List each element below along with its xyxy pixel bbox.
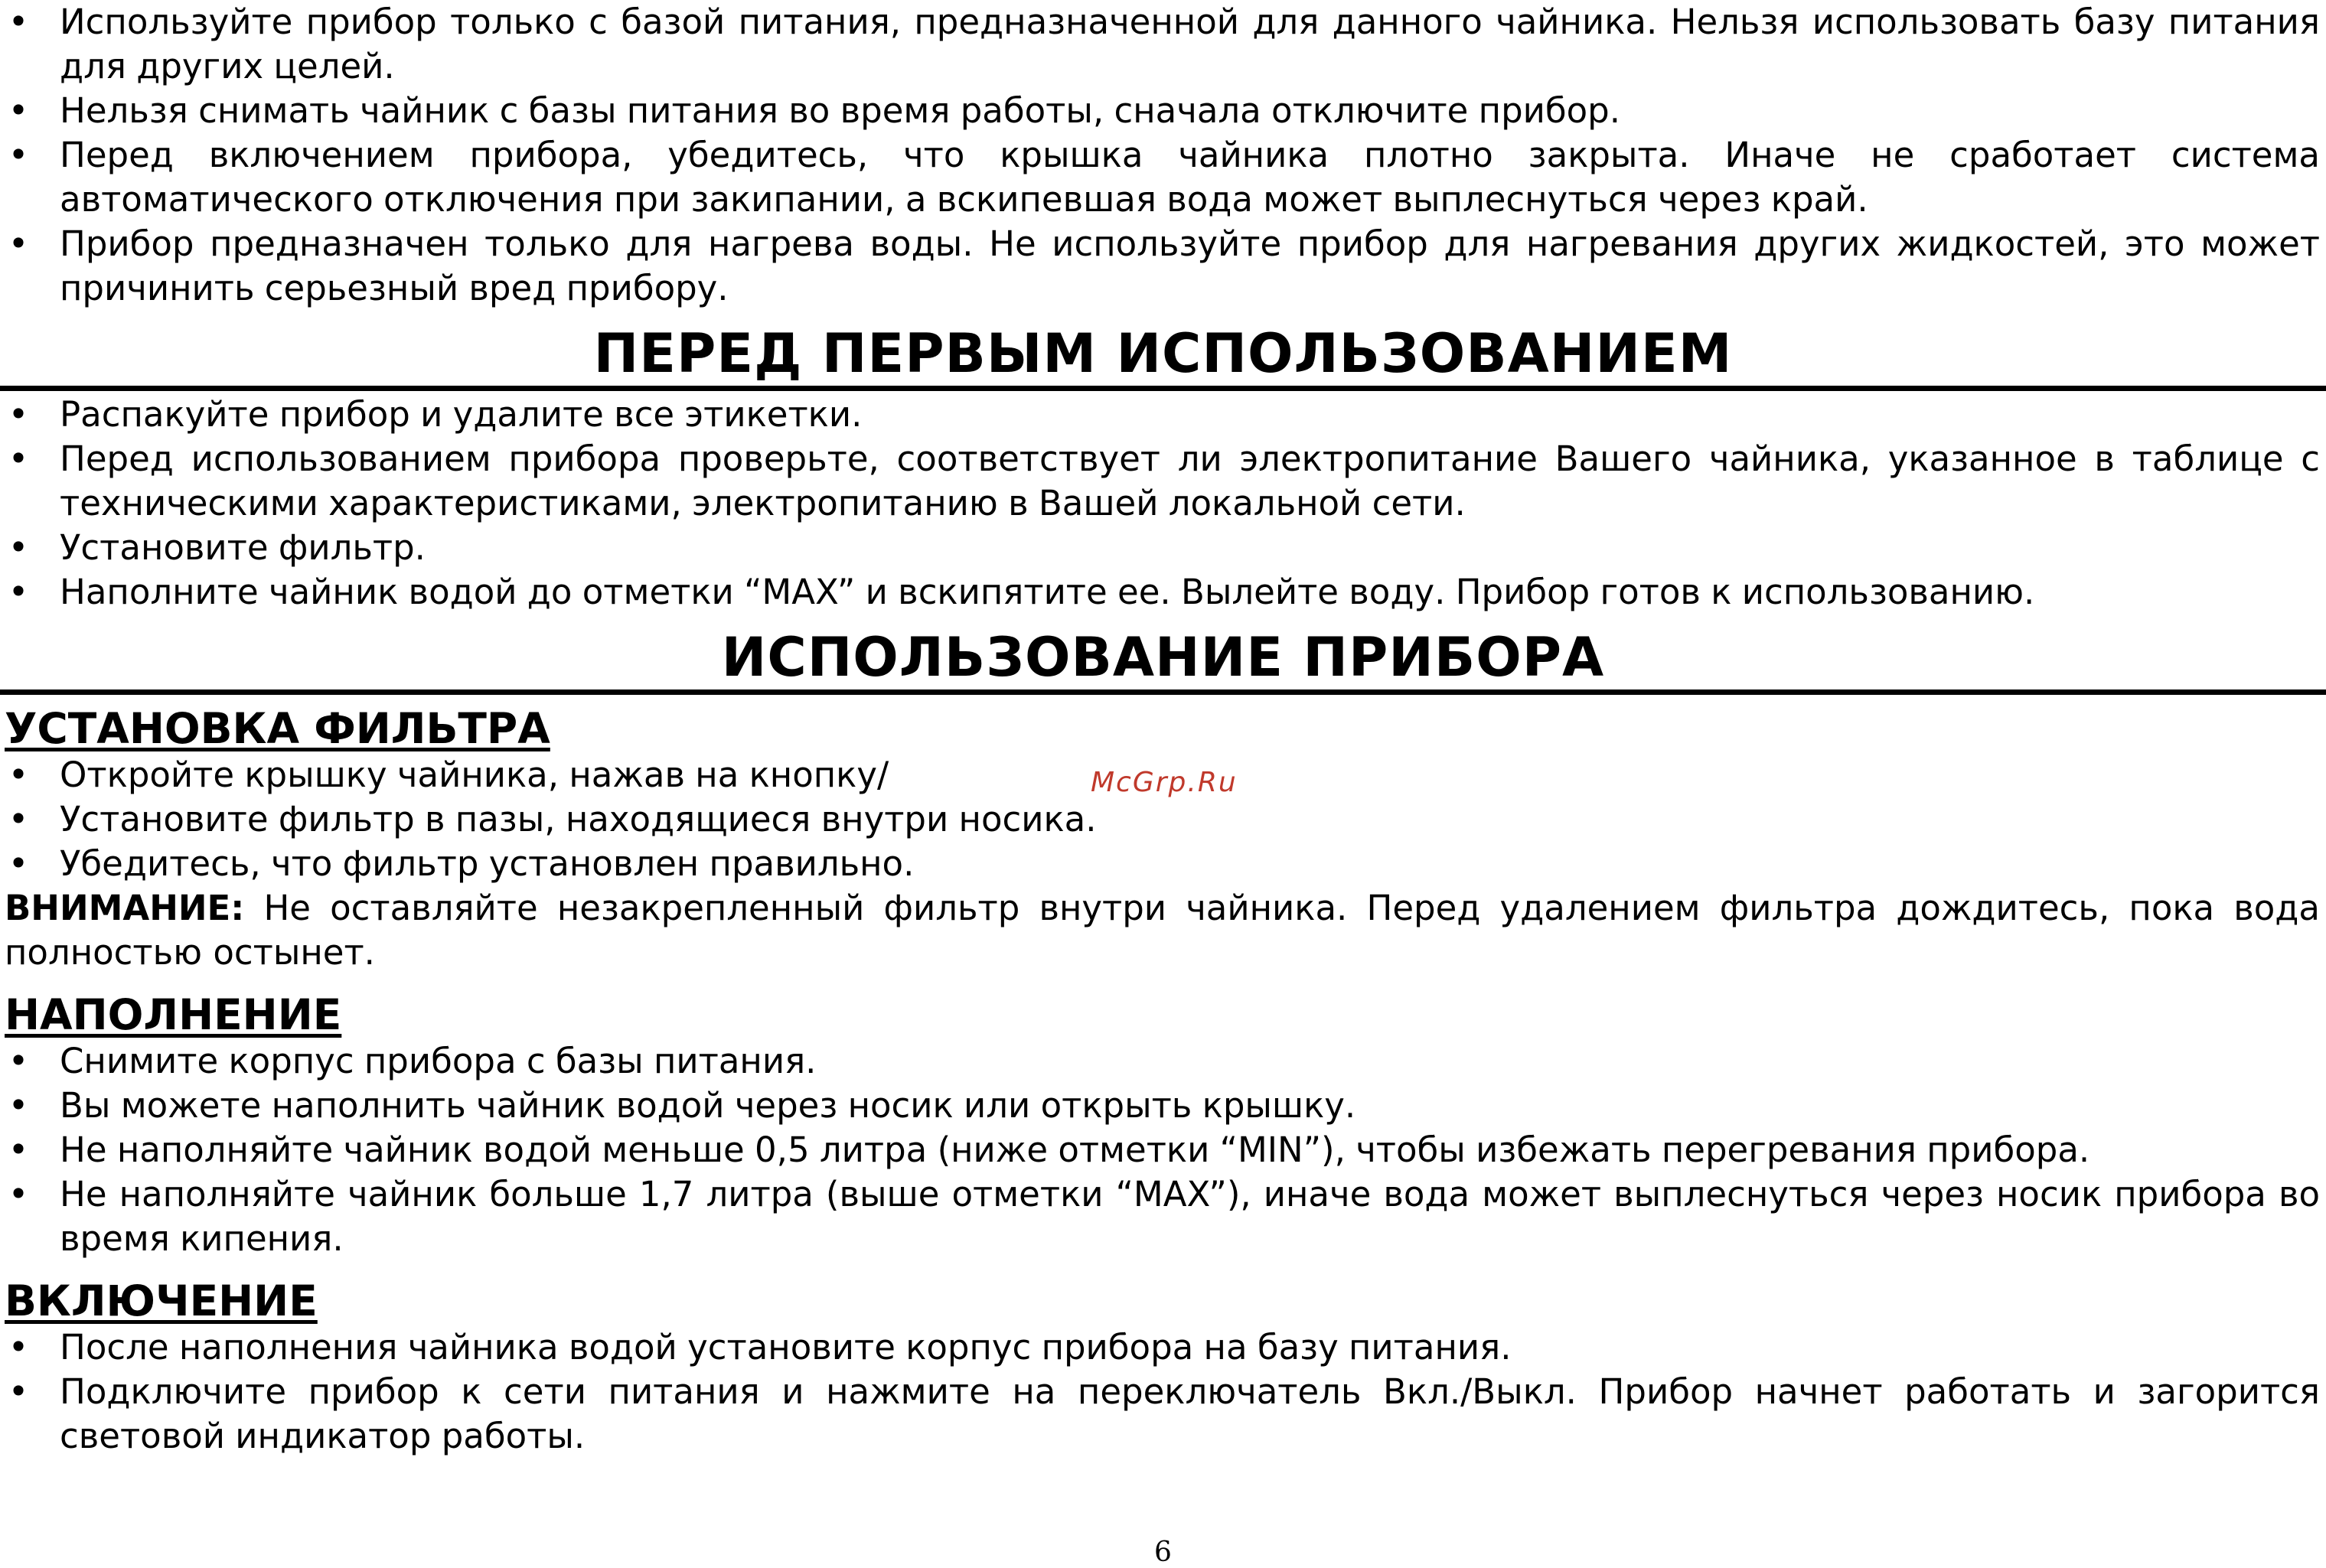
list-item-text: Убедитесь, что фильтр установлен правильно.	[60, 843, 915, 884]
list-item	[0, 1172, 2326, 1261]
list-item	[0, 842, 2326, 886]
bullet-icon: •	[8, 394, 29, 435]
list-item	[0, 222, 2326, 311]
list-item-text: После наполнения чайника водой установите корпус прибора на базу питания.	[60, 1327, 1512, 1368]
list-item-text: Распакуйте прибор и удалите все этикетки.	[60, 394, 863, 435]
list-item-text: Установите фильтр в пазы, находящиеся внутри носика.	[60, 799, 1097, 839]
bullet-icon: •	[8, 1371, 29, 1412]
list-item-text: Не наполняйте чайник больше 1,7 литра (выше отметки “MAX”), иначе вода может выплеснуться через носик прибора во время кипения.	[60, 1174, 2320, 1259]
list-item	[0, 526, 2326, 570]
before-first-use-title: ПЕРЕД ПЕРВЫМ ИСПОЛЬЗОВАНИЕМ	[593, 322, 1733, 385]
warning-text: Не оставляйте незакрепленный фильтр внутри чайника. Перед удалением фильтра дождитесь, пока вода полностью остынет.	[5, 888, 2320, 973]
list-item-text: Перед использованием прибора проверьте, соответствует ли электропитание Вашего чайника, указанное в таблице с техническими характеристиками, электропитанию в Вашей локальной сети.	[60, 438, 2320, 523]
list-item	[0, 1084, 2326, 1128]
list-item-text: Не наполняйте чайник водой меньше 0,5 литра (ниже отметки “MIN”), чтобы избежать перегревания прибора.	[60, 1130, 2090, 1170]
bullet-icon: •	[8, 755, 29, 795]
page-number: 6	[1154, 1537, 1172, 1568]
filling-heading: НАПОЛНЕНИЕ	[5, 990, 342, 1039]
list-item-text: Снимите корпус прибора с базы питания.	[60, 1041, 817, 1081]
list-item-text: Подключите прибор к сети питания и нажмите на переключатель Вкл./Выкл. Прибор начнет работать и загорится световой индикатор работы.	[60, 1371, 2320, 1456]
list-item	[0, 570, 2326, 614]
usage-title: ИСПОЛЬЗОВАНИЕ ПРИБОРА	[721, 626, 1605, 689]
list-item	[0, 1325, 2326, 1370]
list-item-text: Используйте прибор только с базой питания, предназначенной для данного чайника. Нельзя использовать базу питания для других целей.	[60, 2, 2320, 86]
bullet-icon: •	[8, 1085, 29, 1126]
bullet-icon: •	[8, 90, 29, 131]
warning-label: ВНИМАНИЕ:	[5, 888, 245, 928]
bullet-icon: •	[8, 572, 29, 612]
safety-list	[0, 0, 2326, 311]
bullet-icon: •	[8, 438, 29, 479]
filter-heading: УСТАНОВКА ФИЛЬТРА	[5, 704, 550, 753]
before-first-use-list	[0, 393, 2326, 614]
list-item	[0, 89, 2326, 133]
section-rule	[0, 386, 2326, 391]
list-item-text: Наполните чайник водой до отметки “MAX” и вскипятите ее. Вылейте воду. Прибор готов к использованию.	[60, 572, 2035, 612]
section-rule	[0, 689, 2326, 695]
list-item-text: Прибор предназначен только для нагрева воды. Не используйте прибор для нагревания других жидкостей, это может причинить серьезный вред прибору.	[60, 223, 2320, 308]
bullet-icon: •	[8, 799, 29, 839]
list-item	[0, 437, 2326, 526]
bullet-icon: •	[8, 135, 29, 175]
bullet-icon: •	[8, 1041, 29, 1081]
bullet-icon: •	[8, 527, 29, 568]
bullet-icon: •	[8, 1130, 29, 1170]
switching-on-list	[0, 1325, 2326, 1459]
list-item-text: Установите фильтр.	[60, 527, 426, 568]
watermark: McGrp.Ru	[1091, 767, 1238, 798]
bullet-icon: •	[8, 1327, 29, 1368]
list-item-text: Перед включением прибора, убедитесь, что крышка чайника плотно закрыта. Иначе не сработает система автоматического отключения при закипании, а вскипевшая вода может выплеснуться через край.	[60, 135, 2320, 220]
list-item	[0, 797, 2326, 842]
filter-warning	[0, 886, 2326, 975]
bullet-icon: •	[8, 843, 29, 884]
bullet-icon: •	[8, 223, 29, 264]
bullet-icon: •	[8, 1174, 29, 1214]
list-item	[0, 133, 2326, 222]
list-item	[0, 1039, 2326, 1084]
list-item-text: Откройте крышку чайника, нажав на кнопку/	[60, 755, 889, 795]
filling-list	[0, 1039, 2326, 1261]
list-item-text: Нельзя снимать чайник с базы питания во время работы, сначала отключите прибор.	[60, 90, 1621, 131]
list-item	[0, 1370, 2326, 1459]
switching-on-heading: ВКЛЮЧЕНИЕ	[5, 1276, 318, 1325]
list-item	[0, 1128, 2326, 1172]
list-item-text: Вы можете наполнить чайник водой через носик или открыть крышку.	[60, 1085, 1356, 1126]
list-item	[0, 0, 2326, 89]
list-item	[0, 393, 2326, 437]
bullet-icon: •	[8, 2, 29, 42]
